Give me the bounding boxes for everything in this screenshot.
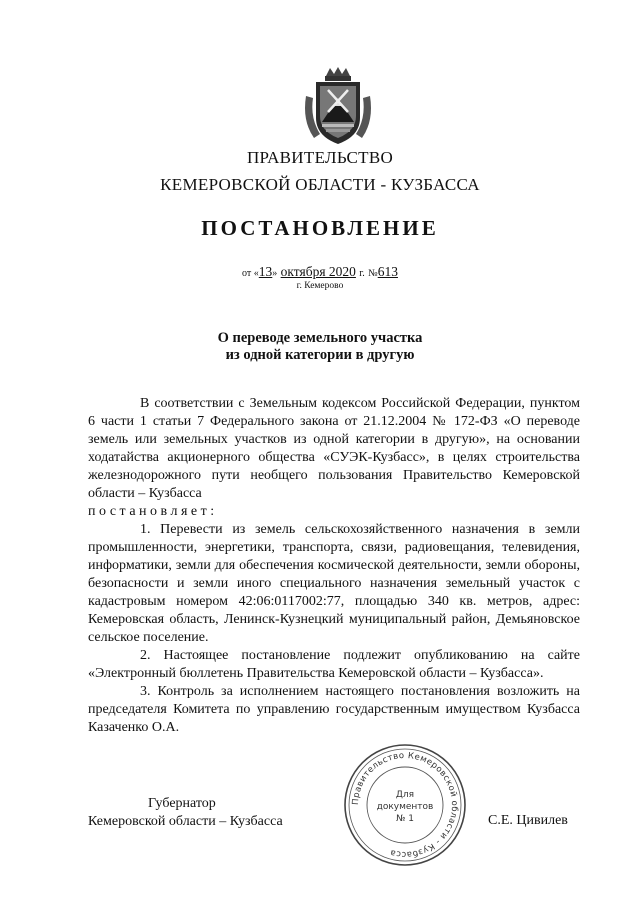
stamp-ring-text: Правительство Кемеровской области - Кузбасса bbox=[350, 750, 460, 860]
position-line2: Кемеровской области – Кузбасса bbox=[88, 814, 283, 829]
date-prefix: от « bbox=[242, 268, 259, 279]
date-line bbox=[0, 264, 640, 280]
government-name-line1: ПРАВИТЕЛЬСТВО bbox=[246, 148, 394, 167]
city: г. Кемерово bbox=[296, 281, 344, 291]
signatory-position bbox=[88, 795, 318, 831]
official-stamp bbox=[342, 742, 468, 868]
coat-of-arms-icon bbox=[300, 66, 376, 148]
item-1-paragraph: 1. Перевести из земель сельскохозяйственного назначения в земли промышленности, энергетики, транспорта, связи, радиовещания, телевидения, информатики, земли для обеспечения космической деятельности, земли обороны, безопасности и земли иного специального назначения земельный участок с кадастровым номером 42:06:0117002:77, площадью 340 кв. метров, адрес: Кемеровская область, Ленинск-Кузнецкий муниципальный район, Демьяновское сельское поселение. bbox=[88, 522, 580, 645]
date-month-year: октября 2020 bbox=[280, 264, 356, 279]
item-2-paragraph: 2. Настоящее постановление подлежит опубликованию на сайте «Электронный бюллетень Правительства Кемеровской области – Кузбасса». bbox=[88, 648, 580, 681]
signatory-name: С.Е. Цивилев bbox=[488, 813, 568, 828]
position-line1: Губернатор bbox=[148, 796, 216, 811]
subject-line2: из одной категории в другую bbox=[225, 347, 415, 363]
document-number: 613 bbox=[377, 264, 398, 279]
date-mid: » bbox=[272, 268, 278, 279]
document-body bbox=[88, 395, 580, 737]
subject-line1: О переводе земельного участка bbox=[217, 330, 423, 346]
government-name-line2: КЕМЕРОВСКОЙ ОБЛАСТИ - КУЗБАССА bbox=[160, 175, 480, 194]
item-3-paragraph: 3. Контроль за исполнением настоящего постановления возложить на председателя Комитета по управлению государственным имуществом Кузбасса Казаченко О.А. bbox=[88, 684, 580, 735]
document-title: ПОСТАНОВЛЕНИЕ bbox=[201, 216, 439, 240]
stamp-center-line3: № 1 bbox=[396, 814, 414, 824]
decree-word: постановляет: bbox=[88, 504, 218, 519]
number-label: № bbox=[368, 268, 378, 279]
preamble-paragraph: В соответствии с Земельным кодексом Российской Федерации, пунктом 6 части 1 статьи 7 Федерального закона от 21.12.2004 № 172-ФЗ «О переводе земель или земельных участков из одной категории в другую», на основании ходатайства акционерного общества «СУЭК-Кузбасс», в целях строительства железнодорожного пути необщего пользования Правительство Кемеровской области – Кузбасса bbox=[88, 396, 580, 501]
stamp-center-line2: документов bbox=[376, 802, 434, 812]
document-subject bbox=[0, 330, 640, 364]
date-suffix: г. bbox=[359, 268, 365, 279]
date-day: 13 bbox=[258, 264, 273, 279]
stamp-center-line1: Для bbox=[395, 790, 415, 800]
